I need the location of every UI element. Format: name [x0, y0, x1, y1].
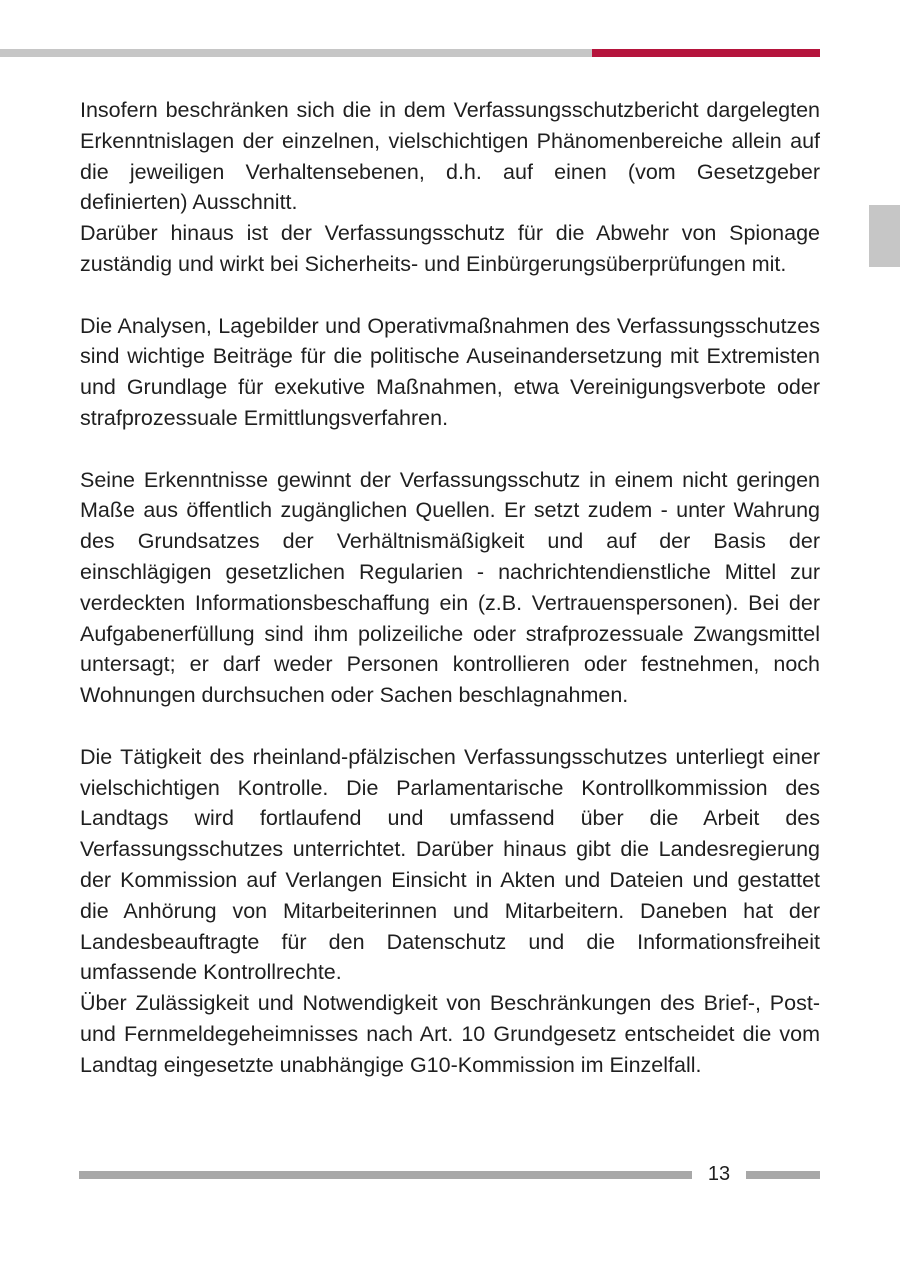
header-rule-gray: [0, 49, 592, 57]
page-number: 13: [707, 1163, 731, 1185]
paragraph-counter-espionage: Darüber hinaus ist der Verfassungsschutz für die Abwehr von Spionage zuständig und wirkt bei Sicherheits- und Einbürgerungsüberprüfungen mit.: [80, 221, 820, 276]
chapter-side-tab: [869, 205, 900, 267]
paragraph-knowledge-scope: Insofern beschränken sich die in dem Verfassungsschutzbericht dargelegten Erkenntnislagen der einzelnen, vielschichtigen Phänomenbereiche allein auf die jeweiligen Verhaltensebenen, d.h. auf einen (vom Gesetzgeber definierten) Ausschnitt.: [80, 98, 820, 215]
paragraph-information-sources: Seine Erkenntnisse gewinnt der Verfassungsschutz in einem nicht geringen Maße aus öffentlich zugänglichen Quellen. Er setzt zudem - unter Wahrung des Grundsatzes der Verhältnismäßigkeit und auf der Basis der einschlägigen gesetzlichen Regularien - nachrichtendienstliche Mittel zur verdeckten Informationsbeschaffung ein (z.B. Vertrauenspersonen). Bei der Aufgabenerfüllung sind ihm polizeiliche oder strafprozessuale Zwangsmittel untersagt; er darf weder Personen kontrollieren oder festnehmen, noch Wohnungen durchsuchen oder Sachen beschlagnahmen.: [80, 467, 820, 708]
header-rule-accent: [592, 49, 820, 57]
footer-rule-right: [746, 1171, 820, 1179]
paragraph-oversight: Die Tätigkeit des rheinland-pfälzischen Verfassungsschutzes unterliegt einer vielschichtigen Kontrolle. Die Parlamentarische Kontrollkommission des Landtags wird fortlaufend und umfassend über die Arbeit des Verfassungsschutzes unterrichtet. Darüber hinaus gibt die Landesregierung der Kommission auf Verlangen Einsicht in Akten und Dateien und gestattet die Anhörung von Mitarbeiterinnen und Mitarbeitern. Daneben hat der Landesbeauftragte für den Datenschutz und die Informationsfreiheit umfassende Kontrollrechte.: [80, 744, 820, 985]
body-text: [80, 95, 820, 1081]
paragraph-g10-commission: Über Zulässigkeit und Notwendigkeit von Beschränkungen des Brief-, Post- und Fernmeldegeheimnisses nach Art. 10 Grundgesetz entscheidet die vom Landtag eingesetzte unabhängige G10-Kommission im Einzelfall.: [80, 991, 820, 1077]
footer-rule-left: [79, 1171, 692, 1179]
paragraph-analyses: Die Analysen, Lagebilder und Operativmaßnahmen des Verfassungsschutzes sind wichtige Beiträge für die politische Auseinandersetzung mit Extremisten und Grundlage für exekutive Maßnahmen, etwa Vereinigungsverbote oder strafprozessuale Ermittlungsverfahren.: [80, 313, 820, 430]
